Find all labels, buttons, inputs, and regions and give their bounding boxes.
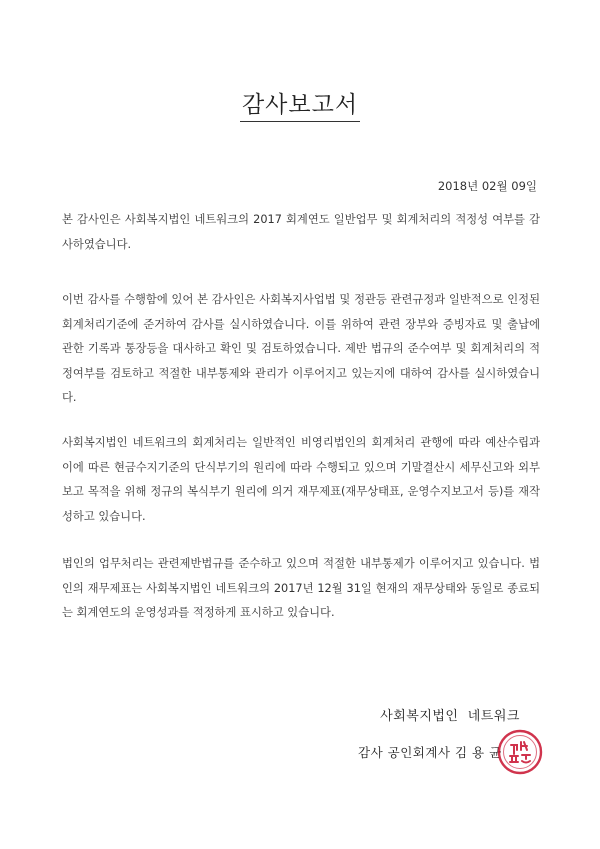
paragraph-intro: 본 감사인은 사회복지법인 네트워크의 2017 회계연도 일반업무 및 회계처리의 적정성 여부를 감사하였습니다. <box>62 213 540 251</box>
paragraph-opinion: 법인의 업무처리는 관련제반법규를 준수하고 있으며 적절한 내부통제가 이루어지고 있습니다. 법인의 재무제표는 사회복지법인 네트워크의 2017년 12월 31일 현재의 재무상태와 동일로 종료되는 회계연도의 운영성과를 적정하게 표시하고 있습니다. <box>62 557 540 620</box>
paragraph-accounting-practice: 사회복지법인 네트워크의 회계처리는 일반적인 비영리법인의 회계처리 관행에 따라 예산수립과 이에 따른 현금수지기준의 단식부기의 원리에 따라 수행되고 있으며 기말결산시 세무신고와 외부보고 목적을 위해 정규의 복식부기 원리에 의거 재무제표(재무상태표, 운영수지보고서 등)를 재작성하고 있습니다. <box>62 436 540 523</box>
report-title <box>0 86 600 119</box>
organization-name: 사회복지법인 네트워크 <box>380 709 520 724</box>
seal-stamp-icon <box>496 728 544 776</box>
paragraph-audit-procedure: 이번 감사를 수행함에 있어 본 감사인은 사회복지사업법 및 정관등 관련규정과 일반적으로 인정된 회계처리기준에 준거하여 감사를 실시하였습니다. 이를 위하여 관련 장부와 증빙자료 및 출납에 관한 기록과 통장등을 대사하고 확인 및 검토하였습니다. 제반 법규의 준수여부 및 회계처리의 적정여부를 검토하고 적절한 내부통제와 관리가 이루어지고 있는지에 대하여 감사를 실시하였습니다. <box>62 293 540 405</box>
auditor-signature-line: 감사 공인회계사 김 용 균 <box>358 745 502 760</box>
report-title-text: 감사보고서 <box>240 92 360 122</box>
report-date: 2018년 02월 09일 <box>437 179 537 193</box>
